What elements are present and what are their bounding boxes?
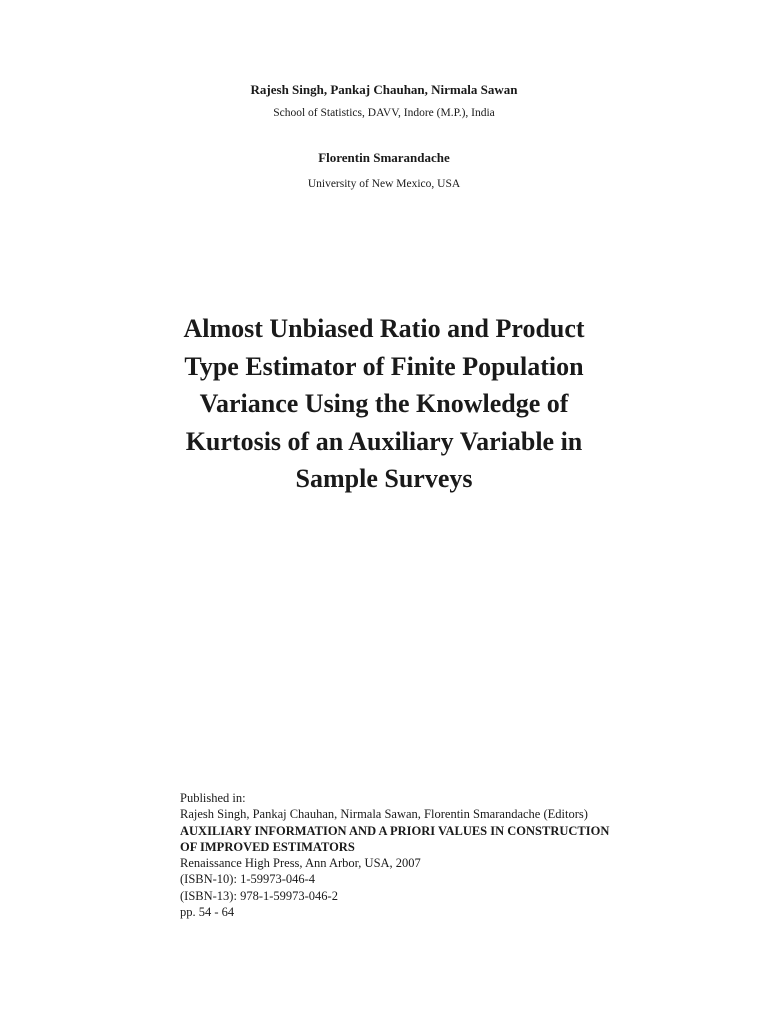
pages-line: pp. 54 - 64 bbox=[180, 905, 235, 920]
isbn10-line: (ISBN-10): 1-59973-046-4 bbox=[180, 872, 316, 887]
title-line: Variance Using the Knowledge of bbox=[199, 389, 569, 418]
published-in-label: Published in: bbox=[180, 791, 246, 805]
authors-secondary: Florentin Smarandache bbox=[318, 150, 450, 165]
affiliation-secondary: University of New Mexico, USA bbox=[307, 178, 461, 190]
paper-title bbox=[124, 310, 644, 498]
book-title-line: OF IMPROVED ESTIMATORS bbox=[180, 839, 355, 854]
publisher-line: Renaissance High Press, Ann Arbor, USA, 2007 bbox=[180, 856, 421, 871]
publication-info bbox=[180, 790, 660, 920]
isbn13-line: (ISBN-13): 978-1-59973-046-2 bbox=[180, 888, 338, 903]
title-line: Sample Surveys bbox=[295, 464, 473, 493]
authors-primary: Rajesh Singh, Pankaj Chauhan, Nirmala Sawan bbox=[250, 82, 518, 97]
book-title-line: AUXILIARY INFORMATION AND A PRIORI VALUES IN CONSTRUCTION bbox=[180, 823, 610, 838]
title-line: Kurtosis of an Auxiliary Variable in bbox=[185, 426, 583, 456]
editors-line: Rajesh Singh, Pankaj Chauhan, Nirmala Sawan, Florentin Smarandache (Editors) bbox=[180, 807, 588, 822]
title-line: Almost Unbiased Ratio and Product bbox=[183, 314, 585, 343]
title-line: Type Estimator of Finite Population bbox=[184, 351, 584, 381]
affiliation-primary: School of Statistics, DAVV, Indore (M.P.), India bbox=[273, 107, 495, 119]
